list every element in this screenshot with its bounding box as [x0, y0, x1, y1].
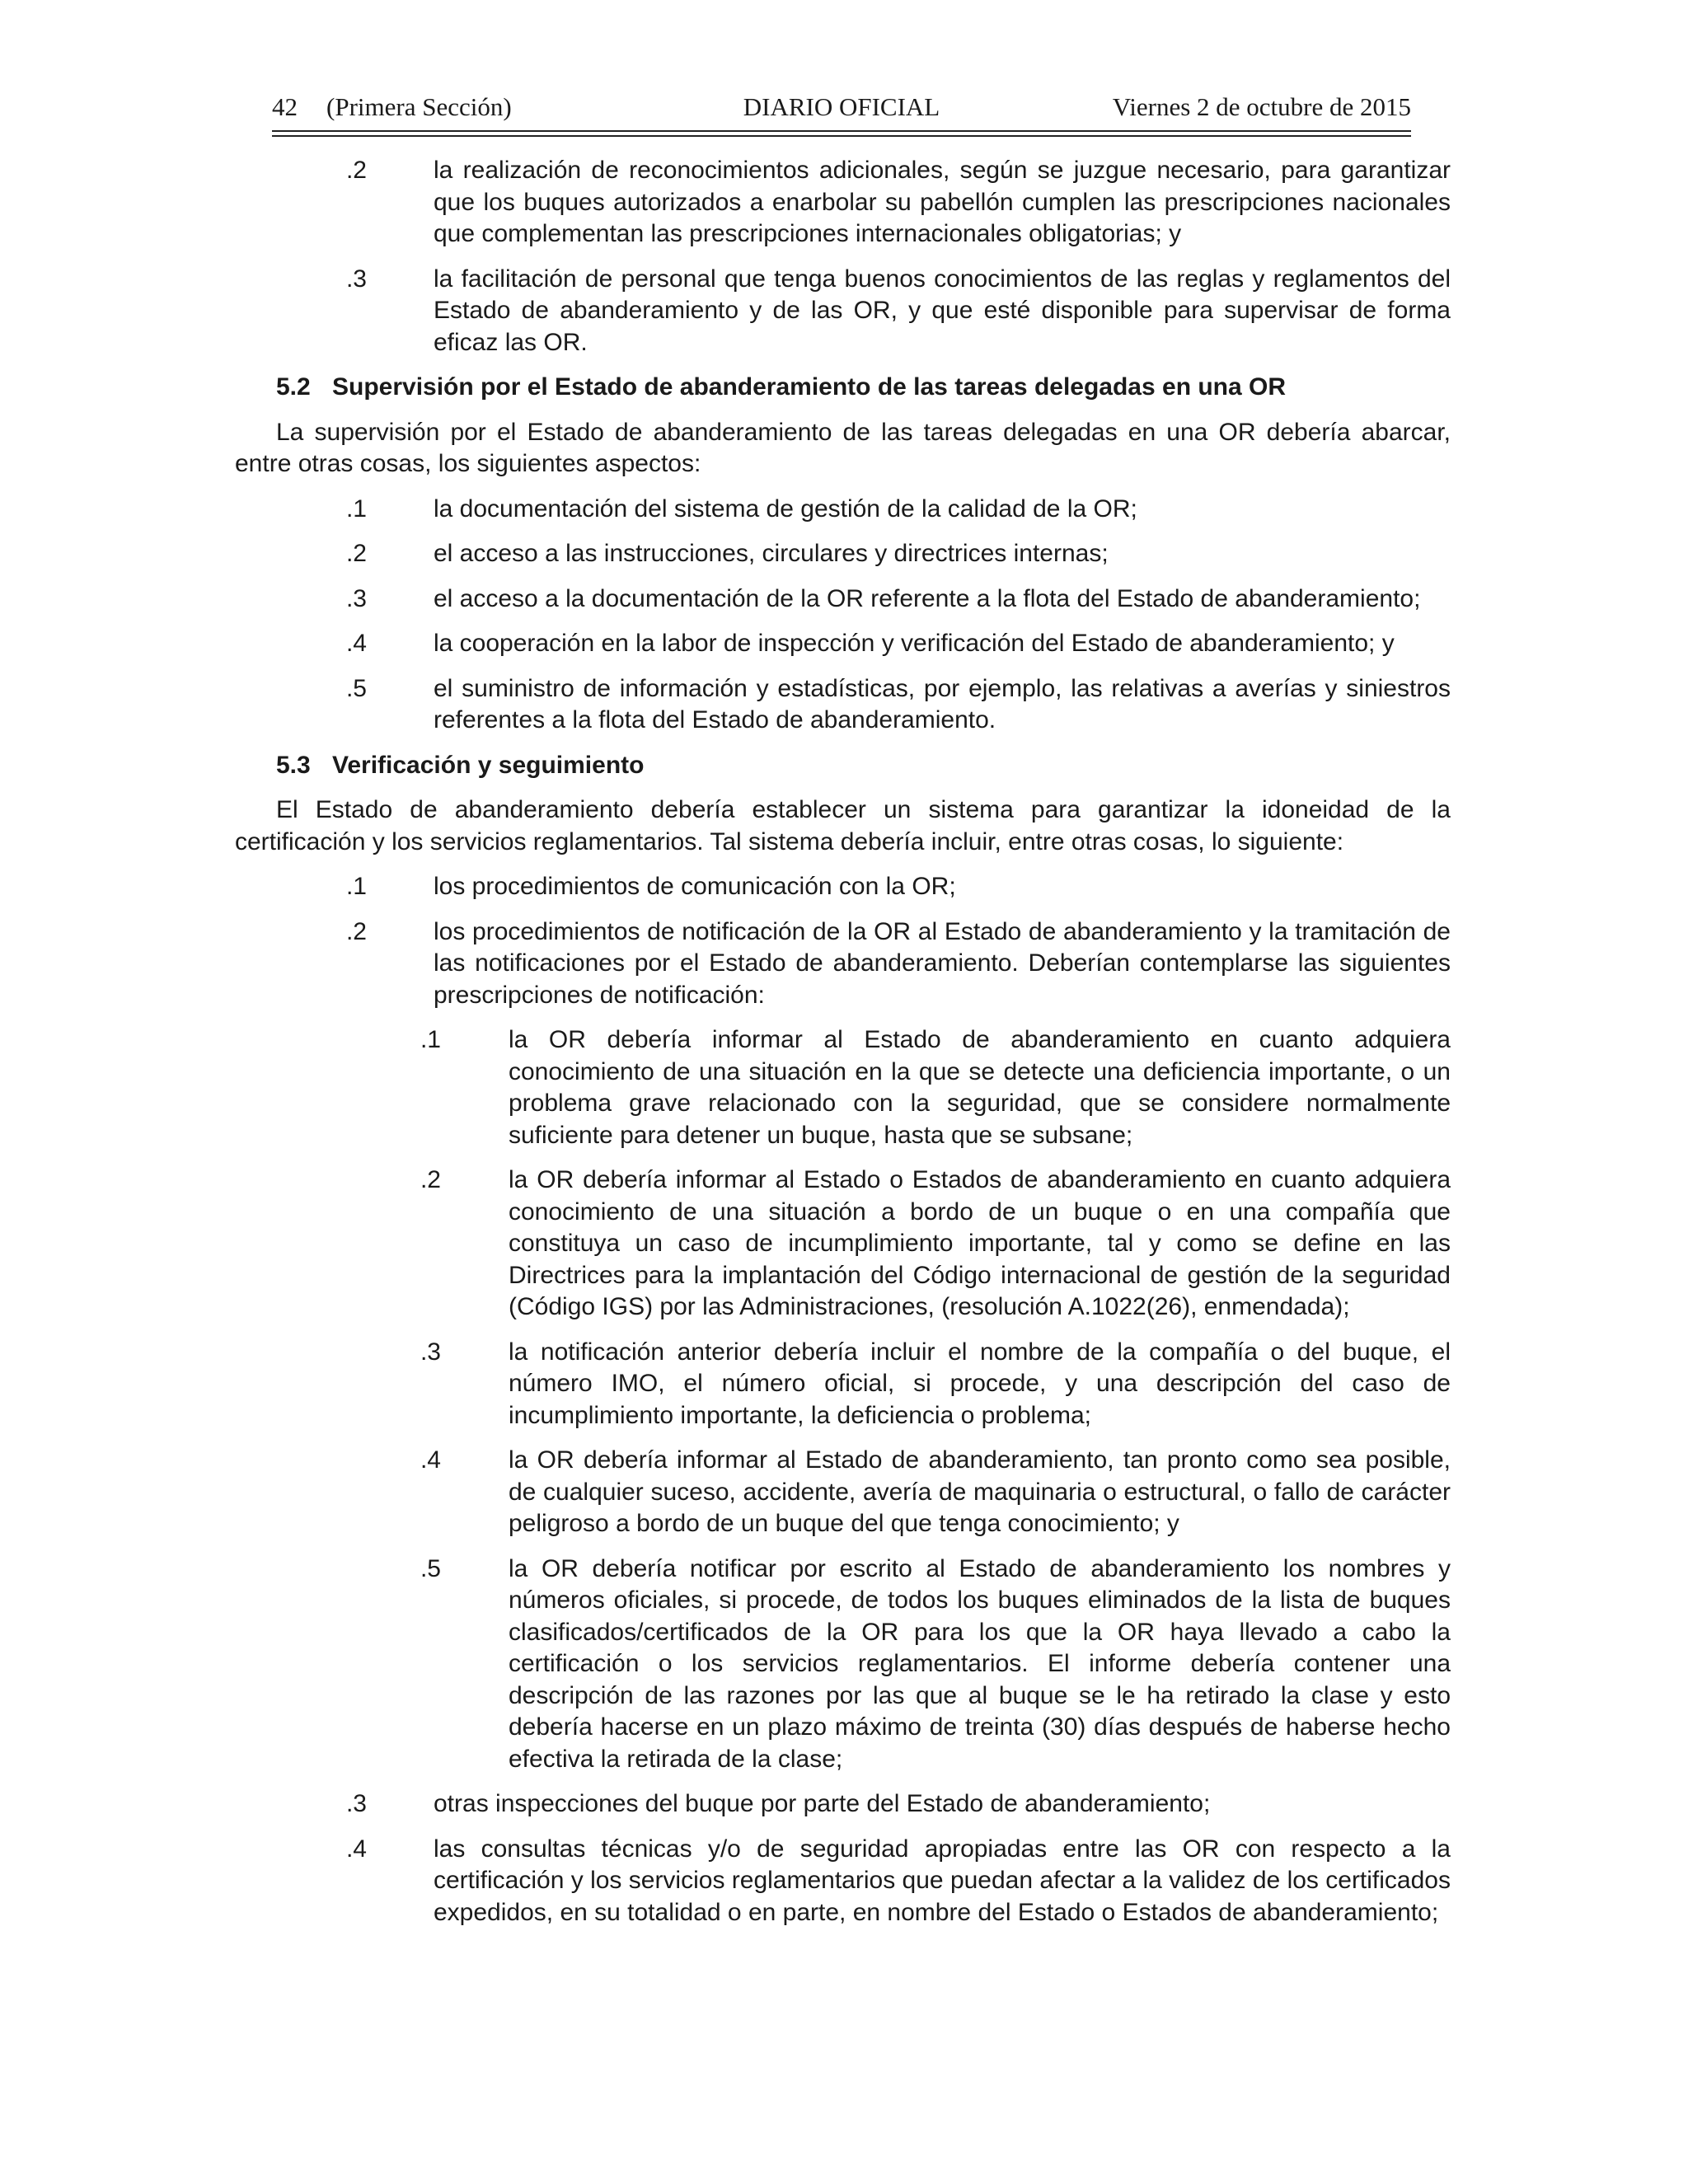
list-item — [235, 871, 1451, 903]
header-rule-bottom — [272, 135, 1411, 137]
item-number: .1 — [420, 1026, 441, 1053]
item-text: otras inspecciones del buque por parte del Estado de abanderamiento; — [434, 1790, 1211, 1817]
item-number: .3 — [345, 1790, 367, 1817]
item-number: .4 — [345, 630, 367, 657]
item-number: .5 — [420, 1554, 441, 1582]
item-text: la cooperación en la labor de inspección y verificación del Estado de abanderamiento; y — [434, 630, 1395, 657]
list-item — [235, 673, 1451, 737]
sub-list-item — [235, 1024, 1451, 1151]
publication-date: Viernes 2 de octubre de 2015 — [1112, 92, 1411, 121]
item-text: la OR debería informar al Estado de abanderamiento en cuanto adquiera conocimiento de una situación en la que se detecte una deficiencia importante, o un problema grave relacionado con la seguridad, que se considere normalmente suficiente para detener un buque, hasta que se subsane; — [509, 1026, 1451, 1149]
section-heading-5-3 — [276, 750, 1451, 782]
section-title: Supervisión por el Estado de abanderamiento de las tareas delegadas en una OR — [332, 373, 1287, 401]
section-label: (Primera Sección) — [326, 92, 512, 121]
header-rule-top — [272, 130, 1411, 132]
item-text: la realización de reconocimientos adicionales, según se juzgue necesario, para garantizar que los buques autorizados a enarbolar su pabellón cumplen las prescripciones nacionales que complementan las prescripciones internacionales obligatorias; y — [434, 157, 1451, 247]
section-intro: La supervisión por el Estado de abanderamiento de las tareas delegadas en una OR debería abarcar, entre otras cosas, los siguientes aspectos: — [235, 418, 1451, 477]
item-text: el acceso a las instrucciones, circulares y directrices internas; — [434, 540, 1109, 567]
list-item — [235, 628, 1451, 660]
section-number: 5.2 — [276, 373, 311, 401]
section-title: Verificación y seguimiento — [332, 751, 645, 779]
item-text: el acceso a la documentación de la OR referente a la flota del Estado de abanderamiento; — [434, 584, 1421, 612]
item-text: la documentación del sistema de gestión de la calidad de la OR; — [434, 494, 1137, 523]
item-number: .4 — [345, 1835, 367, 1863]
item-number: .2 — [345, 157, 367, 184]
list-item — [235, 264, 1451, 359]
sub-list-item — [235, 1337, 1451, 1432]
item-number: .4 — [420, 1446, 441, 1474]
document-body — [235, 155, 1451, 1942]
item-text: la OR debería notificar por escrito al Estado de abanderamiento los nombres y números oficiales, si procede, de todos los buques eliminados de la lista de buques clasificados/certificados de la OR para los que la OR haya llevado a cabo la certificación o los servicios reglamentarios. El informe debería contener una descripción de las razones por las que al buque se le ha retirado la clase y esto debería hacerse en un plazo máximo de treinta (30) días después de haberse hecho efectiva la retirada de la clase; — [509, 1554, 1451, 1773]
publication-title: DIARIO OFICIAL — [743, 92, 940, 121]
item-number: .2 — [345, 917, 367, 945]
list-item — [235, 538, 1451, 570]
item-number: .3 — [345, 265, 367, 293]
item-text: el suministro de información y estadísticas, por ejemplo, las relativas a averías y siniestros referentes a la flota del Estado de abanderamiento. — [434, 674, 1451, 733]
item-number: .2 — [345, 540, 367, 567]
item-number: .5 — [345, 674, 367, 702]
item-number: .3 — [420, 1338, 441, 1366]
item-text: los procedimientos de notificación de la OR al Estado de abanderamiento y la tramitación de las notificaciones por el Estado de abanderamiento. Deberían contemplarse las siguientes prescripciones de notificación: — [434, 917, 1451, 1009]
sub-list-item — [235, 1445, 1451, 1540]
item-text: la OR debería informar al Estado o Estados de abanderamiento en cuanto adquiera conocimiento de una situación a bordo de un buque o en una compañía que constituya un caso de incumplimiento importante, tal y como se define en las Directrices para la implantación del Código internacional de gestión de la seguridad (Código IGS) por las Administraciones, (resolución A.1022(26), enmendada); — [509, 1166, 1451, 1320]
list-item — [235, 916, 1451, 1012]
item-text: la facilitación de personal que tenga buenos conocimientos de las reglas y reglamentos del Estado de abanderamiento y de las OR, y que esté disponible para supervisar de forma eficaz las OR. — [434, 265, 1451, 356]
list-item — [235, 494, 1451, 526]
item-number: .1 — [345, 873, 367, 900]
sub-list-item — [235, 1165, 1451, 1324]
list-item — [235, 583, 1451, 616]
item-text: la notificación anterior debería incluir el nombre de la compañía o del buque, el número IMO, el número oficial, si procede, y una descripción del caso de incumplimiento importante, la deficiencia o problema; — [509, 1338, 1451, 1429]
sub-list-item — [235, 1554, 1451, 1776]
section-intro: El Estado de abanderamiento debería establecer un sistema para garantizar la idoneidad de la certificación y los servicios reglamentarios. Tal sistema debería incluir, entre otras cosas, lo siguiente: — [235, 796, 1451, 855]
item-text: la OR debería informar al Estado de abanderamiento, tan pronto como sea posible, de cualquier suceso, accidente, avería de maquinaria o estructural, o fallo de carácter peligroso a bordo de un buque del que tenga conocimiento; y — [509, 1446, 1451, 1537]
page-header — [272, 92, 1411, 134]
section-number: 5.3 — [276, 751, 311, 779]
item-number: .3 — [345, 584, 367, 612]
item-text: las consultas técnicas y/o de seguridad apropiadas entre las OR con respecto a la certificación y los servicios reglamentarios que puedan afectar a la validez de los certificados expedidos, en su totalidad o en parte, en nombre del Estado o Estados de abanderamiento; — [434, 1835, 1451, 1926]
list-item — [235, 155, 1451, 251]
list-item — [235, 1834, 1451, 1929]
page-number: 42 — [272, 92, 298, 121]
item-text: los procedimientos de comunicación con la OR; — [434, 873, 956, 900]
item-number: .1 — [345, 494, 367, 523]
item-number: .2 — [420, 1166, 441, 1193]
section-heading-5-2 — [276, 372, 1451, 404]
list-item — [235, 1788, 1451, 1821]
